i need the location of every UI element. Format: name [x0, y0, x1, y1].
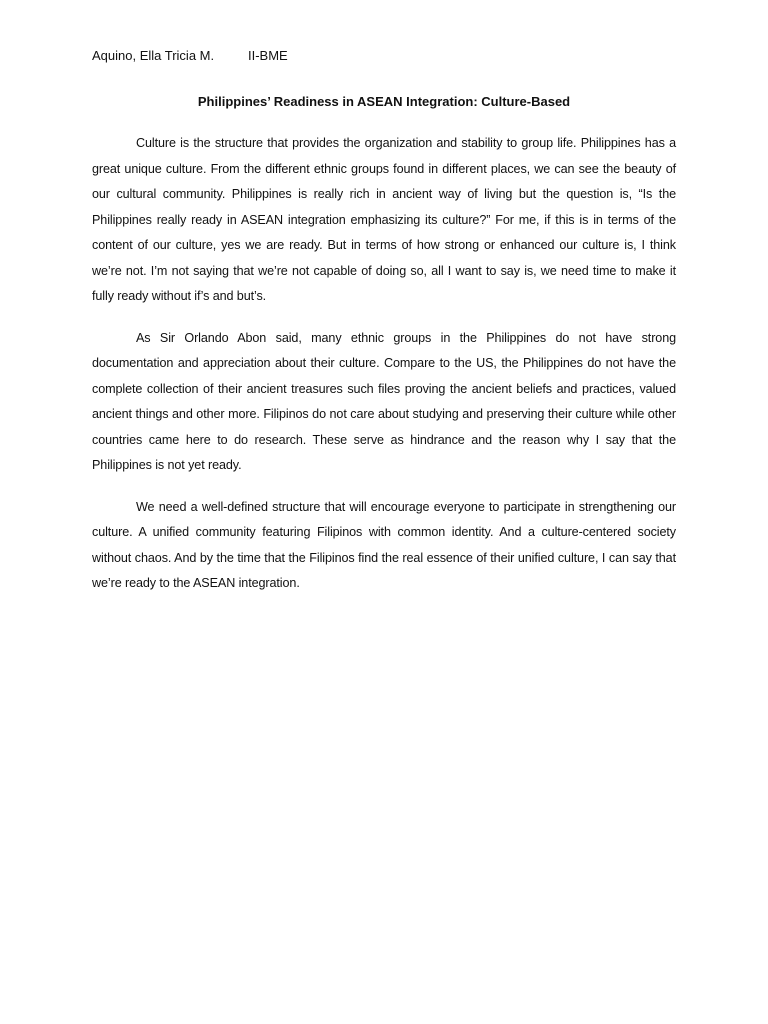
paragraph-3: We need a well-defined structure that will encourage everyone to participate in strengthening our culture. A unified community featuring Filipinos with common identity. And a culture-centered society without chaos. And by the time that the Filipinos find the real essence of their unified culture, I can say that we’re ready to the ASEAN integration. [92, 499, 676, 590]
document-title: Philippines’ Readiness in ASEAN Integration: Culture-Based [197, 94, 571, 109]
paragraph-2: As Sir Orlando Abon said, many ethnic groups in the Philippines do not have strong documentation and appreciation about their culture. Compare to the US, the Philippines do not have the complete collection of their ancient treasures such files proving the ancient beliefs and practices, valued ancient things and other more. Filipinos do not care about studying and preserving their culture while other countries came here to do research. These serve as hindrance and the reason why I say that the Philippines is not yet ready. [92, 330, 676, 472]
class-section: II-BME [248, 48, 288, 63]
document-body [92, 131, 676, 613]
paragraph-1: Culture is the structure that provides the organization and stability to group life. Philippines has a great unique culture. From the different ethnic groups found in different places, we can see the beauty of our cultural community. Philippines is really rich in ancient way of living but the question is, “Is the Philippines really ready in ASEAN integration emphasizing its culture?” For me, if this is in terms of the content of our culture, yes we are ready. But in terms of how strong or enhanced our culture is, I think we’re not. I’m not saying that we’re not capable of doing so, all I want to say is, we need time to make it fully ready without if’s and but’s. [92, 136, 676, 303]
document-header [92, 46, 288, 66]
author-name: Aquino, Ella Tricia M. [92, 48, 215, 63]
